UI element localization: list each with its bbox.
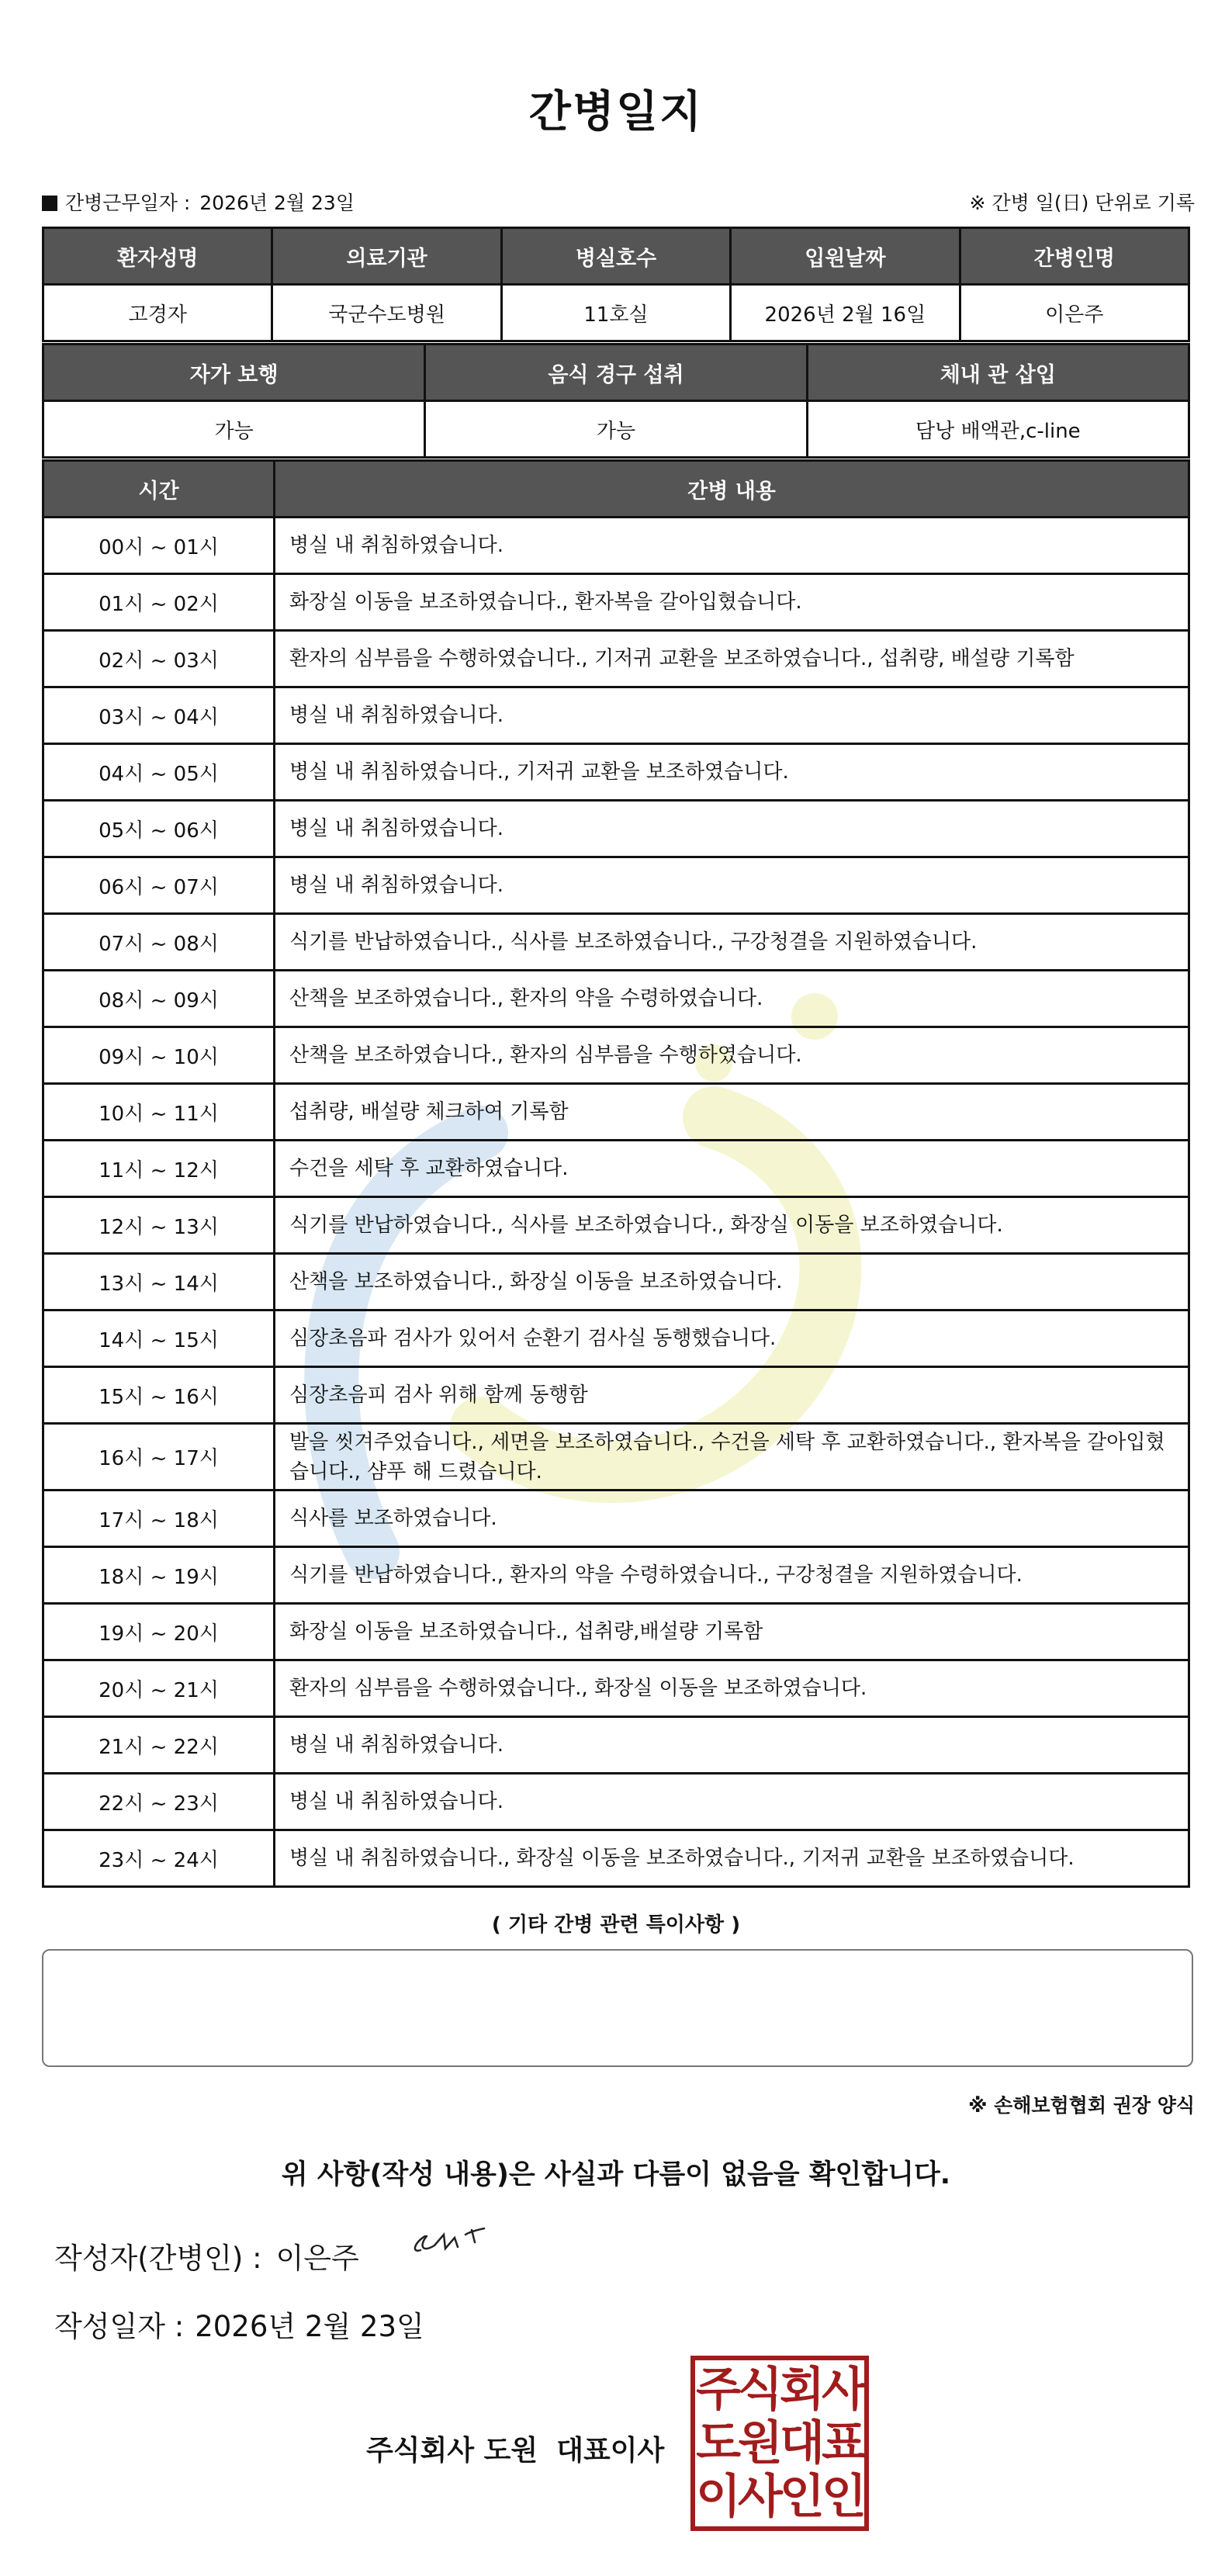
patient-status-table — [42, 343, 1190, 459]
log-time: 21시 ~ 22시 — [43, 1717, 275, 1774]
table-row — [43, 1774, 1189, 1830]
log-time: 01시 ~ 02시 — [43, 574, 275, 631]
work-date-value: 2026년 2월 23일 — [199, 192, 355, 214]
confirmation-statement: 위 사항(작성 내용)은 사실과 다름이 없음을 확인합니다. — [281, 2159, 951, 2190]
table-row — [43, 1491, 1189, 1547]
log-content: 병실 내 취침하였습니다. — [275, 687, 1189, 744]
care-log-table — [42, 459, 1190, 1888]
room-number: 11호실 — [501, 285, 730, 341]
write-date-row — [54, 2303, 424, 2345]
log-time: 18시 ~ 19시 — [43, 1547, 275, 1604]
log-content: 병실 내 취침하였습니다. — [275, 1717, 1189, 1774]
log-time: 16시 ~ 17시 — [43, 1424, 275, 1491]
log-content: 화장실 이동을 보조하였습니다., 환자복을 갈아입혔습니다. — [275, 574, 1189, 631]
company-name: 주식회사 도원 — [366, 2435, 538, 2467]
hospital-name: 국군수도병원 — [272, 285, 501, 341]
log-content: 환자의 심부름을 수행하였습니다., 화장실 이동을 보조하였습니다. — [275, 1660, 1189, 1717]
writer-name: 이은주 — [275, 2242, 359, 2275]
seal-line-1: 주식회사 — [696, 2363, 863, 2418]
tube-insertion-status: 담낭 배액관,c-line — [807, 401, 1189, 458]
log-content: 산책을 보조하였습니다., 화장실 이동을 보조하였습니다. — [275, 1254, 1189, 1311]
header-time: 시간 — [43, 461, 275, 518]
log-content: 심장초음파 검사가 있어서 순환기 검사실 동행했습니다. — [275, 1311, 1189, 1367]
work-date-label: 간병근무일자 : — [65, 192, 191, 214]
caregiver-name: 이은주 — [960, 285, 1189, 341]
company-row — [366, 2429, 664, 2468]
log-content: 병실 내 취침하였습니다., 기저귀 교환을 보조하였습니다. — [275, 744, 1189, 801]
table-row — [43, 574, 1189, 631]
walking-status: 가능 — [43, 401, 425, 458]
log-content: 화장실 이동을 보조하였습니다., 섭취량,배설량 기록함 — [275, 1604, 1189, 1660]
notes-title: ( 기타 간병 관련 특이사항 ) — [491, 1913, 741, 1937]
write-date-label: 작성일자 : — [54, 2310, 185, 2343]
log-content: 수건을 세탁 후 교환하였습니다. — [275, 1141, 1189, 1197]
log-time: 10시 ~ 11시 — [43, 1084, 275, 1141]
seal-line-2: 도원대표 — [696, 2415, 863, 2470]
seal-line-3: 이사인인 — [696, 2469, 863, 2524]
table-row — [43, 1717, 1189, 1774]
table-row — [43, 1197, 1189, 1254]
log-time: 22시 ~ 23시 — [43, 1774, 275, 1830]
log-time: 12시 ~ 13시 — [43, 1197, 275, 1254]
table-row — [43, 1604, 1189, 1660]
log-time: 02시 ~ 03시 — [43, 631, 275, 687]
log-time: 05시 ~ 06시 — [43, 801, 275, 857]
table-row — [43, 1084, 1189, 1141]
log-content: 병실 내 취침하였습니다. — [275, 1774, 1189, 1830]
log-time: 11시 ~ 12시 — [43, 1141, 275, 1197]
table-row — [43, 687, 1189, 744]
table-row — [43, 971, 1189, 1027]
admission-date: 2026년 2월 16일 — [731, 285, 960, 341]
log-content: 발을 씻겨주었습니다., 세면을 보조하였습니다., 수건을 세탁 후 교환하였습니다., 환자복을 갈아입혔습니다., 샴푸 해 드렸습니다. — [275, 1424, 1189, 1491]
writer-row — [54, 2235, 359, 2277]
log-time: 07시 ~ 08시 — [43, 914, 275, 971]
table-row — [43, 1547, 1189, 1604]
table-row — [43, 1027, 1189, 1084]
log-content: 산책을 보조하였습니다., 환자의 심부름을 수행하였습니다. — [275, 1027, 1189, 1084]
patient-name: 고경자 — [43, 285, 272, 341]
table-row — [43, 1141, 1189, 1197]
log-time: 06시 ~ 07시 — [43, 857, 275, 914]
table-row — [43, 857, 1189, 914]
header-walking: 자가 보행 — [43, 345, 425, 401]
log-content: 식기를 반납하였습니다., 식사를 보조하였습니다., 화장실 이동을 보조하였습니다. — [275, 1197, 1189, 1254]
log-time: 00시 ~ 01시 — [43, 518, 275, 574]
table-row — [43, 1254, 1189, 1311]
header-hospital: 의료기관 — [272, 228, 501, 285]
log-content: 산책을 보조하였습니다., 환자의 약을 수령하였습니다. — [275, 971, 1189, 1027]
log-time: 14시 ~ 15시 — [43, 1311, 275, 1367]
log-time: 17시 ~ 18시 — [43, 1491, 275, 1547]
form-source-note: ※ 손해보험협회 권장 양식 — [968, 2094, 1195, 2117]
oral-intake-status: 가능 — [425, 401, 807, 458]
log-content: 병실 내 취침하였습니다. — [275, 518, 1189, 574]
square-bullet-icon — [42, 196, 57, 211]
header-admission-date: 입원날짜 — [731, 228, 960, 285]
header-room: 병실호수 — [501, 228, 730, 285]
log-content: 환자의 심부름을 수행하였습니다., 기저귀 교환을 보조하였습니다., 섭취량, 배설량 기록함 — [275, 631, 1189, 687]
log-time: 19시 ~ 20시 — [43, 1604, 275, 1660]
table-row — [43, 631, 1189, 687]
table-row — [43, 1367, 1189, 1424]
log-content: 심장초음피 검사 위해 함께 동행함 — [275, 1367, 1189, 1424]
table-row — [43, 518, 1189, 574]
log-time: 23시 ~ 24시 — [43, 1830, 275, 1887]
table-row — [43, 1830, 1189, 1887]
notes-box — [42, 1949, 1193, 2067]
log-content: 병실 내 취침하였습니다., 화장실 이동을 보조하였습니다., 기저귀 교환을 보조하였습니다. — [275, 1830, 1189, 1887]
log-content: 섭취량, 배설량 체크하여 기록함 — [275, 1084, 1189, 1141]
log-time: 03시 ~ 04시 — [43, 687, 275, 744]
header-patient-name: 환자성명 — [43, 228, 272, 285]
table-row — [43, 1660, 1189, 1717]
table-row — [43, 744, 1189, 801]
work-date-row — [42, 188, 355, 216]
header-caregiver-name: 간병인명 — [960, 228, 1189, 285]
ceo-label: 대표이사 — [556, 2435, 665, 2467]
log-content: 식기를 반납하였습니다., 식사를 보조하였습니다., 구강청결을 지원하였습니다. — [275, 914, 1189, 971]
log-content: 병실 내 취침하였습니다. — [275, 857, 1189, 914]
table-row — [43, 914, 1189, 971]
log-content: 식기를 반납하였습니다., 환자의 약을 수령하였습니다., 구강청결을 지원하였습니다. — [275, 1547, 1189, 1604]
write-date-value: 2026년 2월 23일 — [195, 2310, 424, 2343]
writer-label: 작성자(간병인) : — [54, 2242, 262, 2275]
log-content: 식사를 보조하였습니다. — [275, 1491, 1189, 1547]
unit-note: ※ 간병 일(日) 단위로 기록 — [969, 192, 1195, 214]
log-time: 13시 ~ 14시 — [43, 1254, 275, 1311]
header-tube-insertion: 체내 관 삽입 — [807, 345, 1189, 401]
patient-info-table — [42, 227, 1190, 342]
signature-icon — [403, 2219, 497, 2266]
log-time: 04시 ~ 05시 — [43, 744, 275, 801]
table-row — [43, 1311, 1189, 1367]
table-row — [43, 1424, 1189, 1491]
header-care-content: 간병 내용 — [275, 461, 1189, 518]
log-time: 15시 ~ 16시 — [43, 1367, 275, 1424]
log-time: 09시 ~ 10시 — [43, 1027, 275, 1084]
log-time: 20시 ~ 21시 — [43, 1660, 275, 1717]
log-content: 병실 내 취침하였습니다. — [275, 801, 1189, 857]
table-row — [43, 801, 1189, 857]
log-time: 08시 ~ 09시 — [43, 971, 275, 1027]
company-seal — [690, 2356, 869, 2531]
header-oral-intake: 음식 경구 섭취 — [425, 345, 807, 401]
document-title: 간병일지 — [528, 87, 704, 137]
